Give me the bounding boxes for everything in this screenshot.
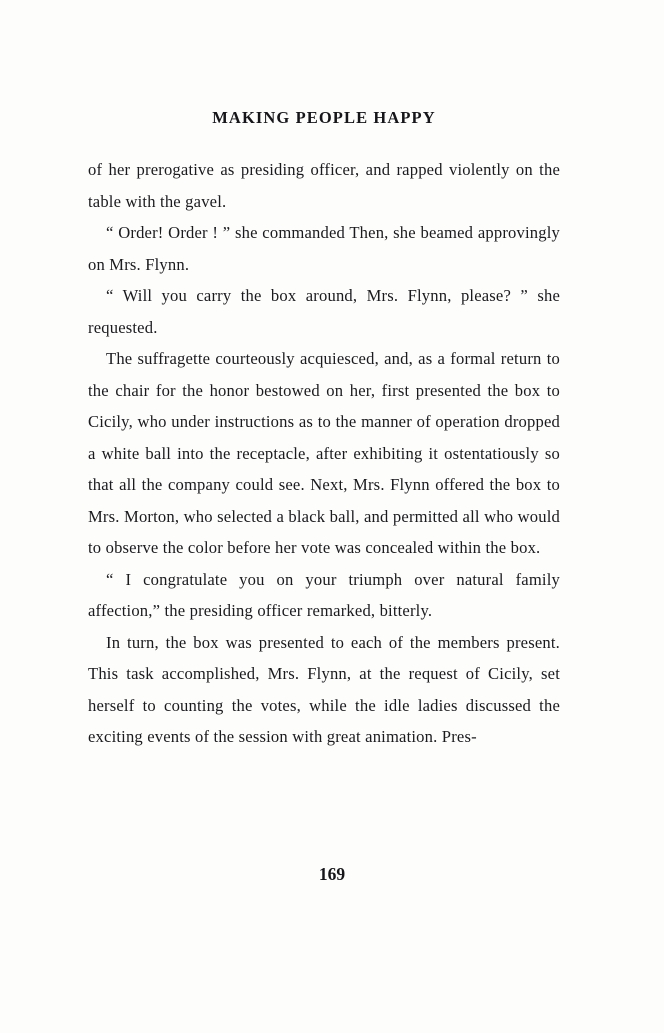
body-text bbox=[88, 154, 560, 753]
paragraph: of her prerogative as presiding officer, and rapped violently on the table with the gavel. bbox=[88, 160, 560, 211]
paragraph: “ I congratulate you on your triumph over natural family affection,” the presiding officer remarked, bitterly. bbox=[88, 569, 560, 620]
paragraph: The suffragette courteously acquiesced, and, as a formal return to the chair for the honor bestowed on her, first presented the box to Cicily, who under instructions as to the manner of operation dropped a white ball into the receptacle, after exhibiting it ostentatiously so that all the company could see. Next, Mrs. Flynn offered the box to Mrs. Morton, who selected a black ball, and permitted all who would to observe the color before her vote was concealed within the box. bbox=[88, 349, 560, 557]
running-head: MAKING PEOPLE HAPPY bbox=[212, 108, 436, 127]
page-content bbox=[88, 108, 560, 753]
paragraph: “ Will you carry the box around, Mrs. Flynn, please? ” she requested. bbox=[88, 286, 560, 337]
page-number: 169 bbox=[318, 864, 346, 884]
paragraph: In turn, the box was presented to each of the members present. This task accomplished, Mrs. Flynn, at the request of Cicily, set herself to counting the votes, while the idle ladies discussed the exciting events of the session with great animation. Pres- bbox=[88, 632, 560, 746]
paragraph: “ Order! Order ! ” she commanded Then, she beamed approvingly on Mrs. Flynn. bbox=[88, 223, 560, 274]
